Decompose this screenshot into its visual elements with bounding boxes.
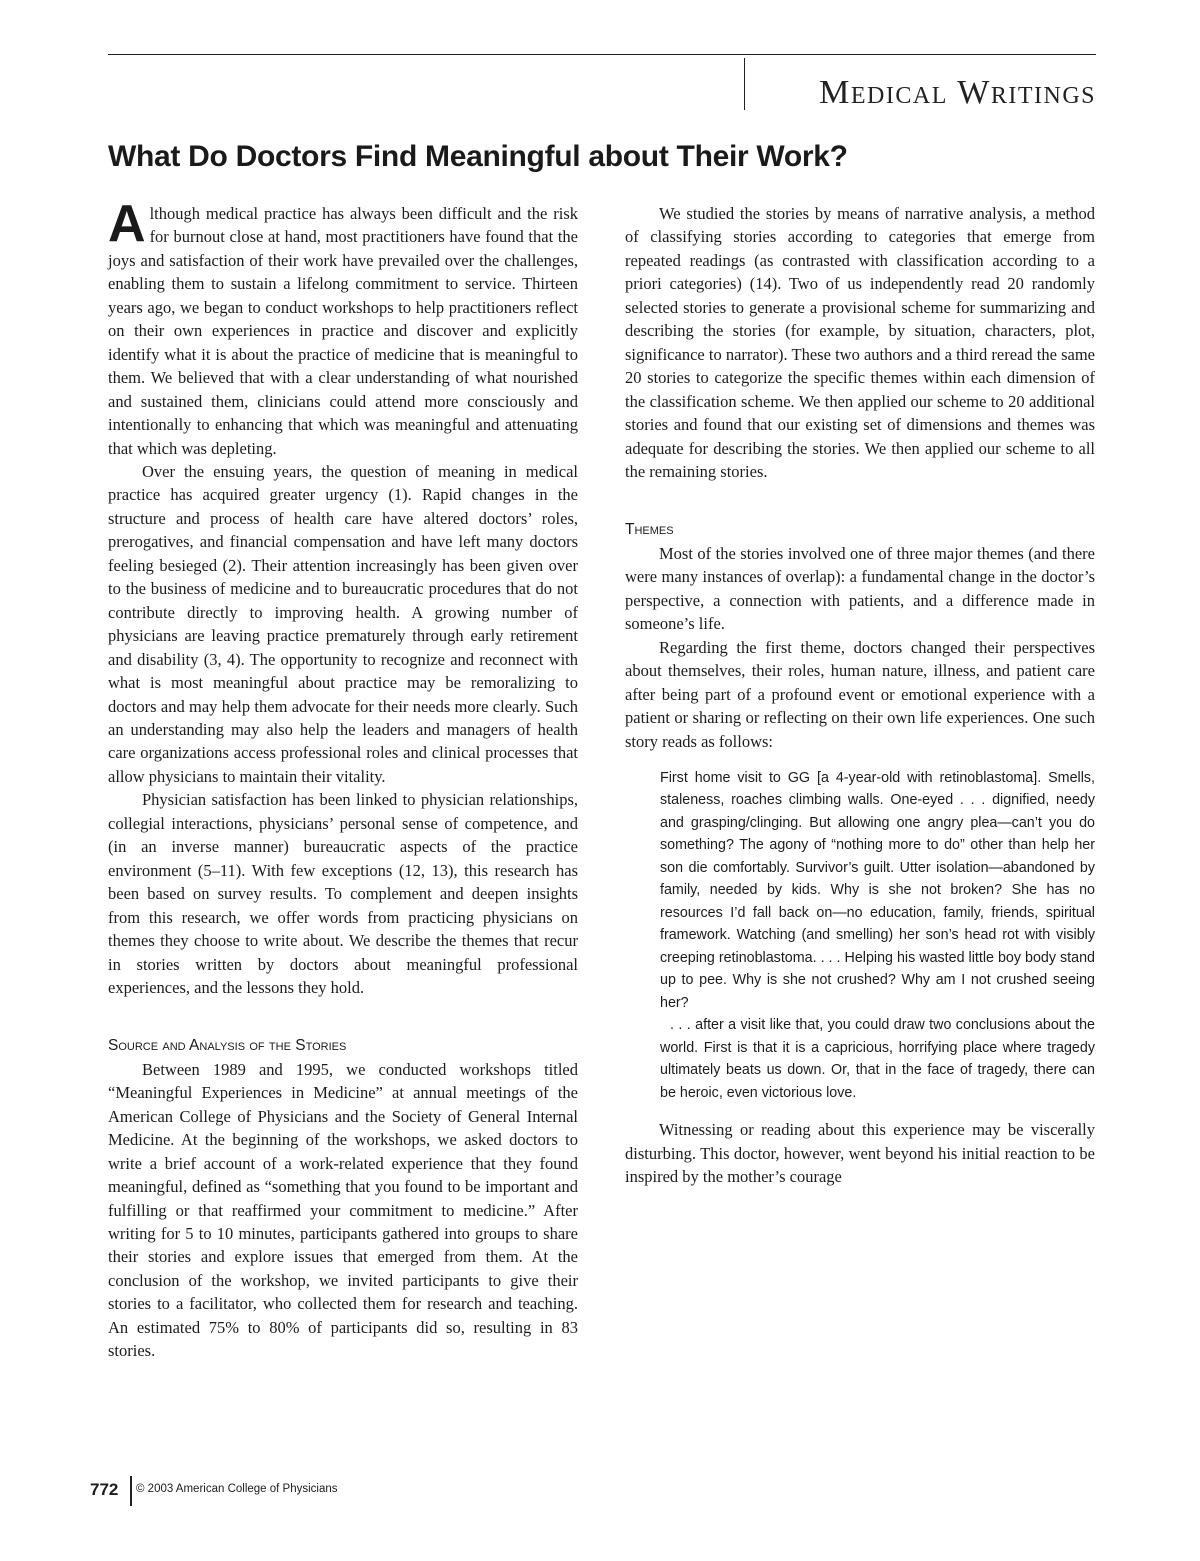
section-label: Medical Writings [819, 74, 1096, 111]
drop-cap: A [108, 195, 146, 253]
footer-divider [130, 1476, 132, 1506]
header-rule [108, 54, 1096, 55]
body-paragraph: Most of the stories involved one of three major themes (and there were many instances of overlap): a fundamental change in the doctor’s perspective, a connection with patients, and a difference made in someone’s life. [625, 543, 1095, 634]
left-column [108, 195, 578, 1363]
section-heading-source: Source and Analysis of the Stories [108, 1037, 347, 1055]
intro-paragraph-text: lthough medical practice has always been difficult and the risk for burnout close at hand, most practitioners have found that the joys and satisfaction of their work have prevailed over the challenges, enabling them to sustain a lifelong commitment to service. Thirteen years ago, we began to conduct workshops to help practitioners reflect on their own experiences in practice and discover and explicitly identify what it is about the practice of medicine that is meaningful to them. We believed that with a clear understanding of what nourished and sustained them, clinicians could attend more consciously and intentionally to enhancing that which was meaningful and attenuating that which was depleting. [108, 204, 578, 458]
spacer [108, 999, 578, 1034]
spacer [625, 483, 1095, 518]
body-paragraph: Physician satisfaction has been linked to physician relationships, collegial interactions, physicians’ personal sense of competence, and (in an inverse manner) bureaucratic aspects of the practice environment (5–11). With few exceptions (12, 13), this research has been based on survey results. To complement and deepen insights from this research, we offer words from practicing physicians on themes they choose to write about. We describe the themes that recur in stories written by doctors about meaningful professional experiences, and the lessons they hold. [108, 790, 578, 997]
quote-paragraph: First home visit to GG [a 4-year-old with retinoblastoma]. Smells, staleness, roaches climbing walls. One-eyed . . . dignified, needy and grasping/clinging. But allowing one angry plea—can’t you do something? The agony of “nothing more to do” other than help her son die comfortably. Survivor’s guilt. Utter isolation—abandoned by family, needed by kids. Why is she not broken? She has no resources I’d fall back on—no education, family, friends, spiritual framework. Watching (and smelling) her son’s head rot with visibly creeping retinoblastoma. . . . Helping his wasted little boy body stand up to pee. Why is she not crushed? Why am I not crushed seeing her? [660, 769, 1095, 1011]
spacer [625, 1104, 1095, 1118]
page-number: 772 [90, 1480, 119, 1499]
intro-paragraph [108, 195, 578, 460]
section-heading-themes: Themes [625, 521, 674, 539]
body-paragraph: Regarding the first theme, doctors changed their perspectives about themselves, their roles, human nature, illness, and patient care after being part of a profound event or emotional experience with a patient or sharing or reflecting on their own life experiences. One such story reads as follows: [625, 637, 1095, 751]
copyright-notice: © 2003 American College of Physicians [136, 1483, 338, 1495]
body-paragraph: We studied the stories by means of narrative analysis, a method of classifying stories according to categories that emerge from repeated readings (as contrasted with classification according to a priori categories) (14). Two of us independently read 20 randomly selected stories to generate a provisional scheme for summarizing and describing the stories (for example, by situation, characters, plot, significance to narrator). These two authors and a third reread the same 20 stories to categorize the specific themes within each dimension of the classification scheme. We then applied our scheme to 20 additional stories and found that our existing set of dimensions and themes was adequate for describing the stories. We then applied our scheme to all the remaining stories. [625, 204, 1095, 481]
quote-paragraph: . . . after a visit like that, you could draw two conclusions about the world. First is that it is a capricious, horrifying place where tragedy ultimately beats us down. Or, that in the face of tragedy, there can be heroic, even victorious love. [660, 1017, 1095, 1101]
body-paragraph: Over the ensuing years, the question of meaning in medical practice has acquired greater urgency (1). Rapid changes in the structure and process of health care have altered doctors’ roles, prerogatives, and financial compensation and have left many doctors feeling besieged (2). Their attention increasingly has been given over to the business of medicine and to bureaucratic procedures that do not contribute directly to improving health. A growing number of physicians are leaving practice prematurely through early retirement and disability (3, 4). The opportunity to recognize and reconnect with what is most meaningful about practice may be remoralizing to doctors and may help them advocate for their needs more clearly. Such an understanding may also help the leaders and managers of health care organizations access professional roles and clinical processes that allow physicians to maintain their vitality. [108, 461, 578, 786]
spacer [625, 753, 1095, 767]
block-quote [660, 767, 1095, 1105]
body-paragraph: Between 1989 and 1995, we conducted workshops titled “Meaningful Experiences in Medicine” at annual meetings of the American College of Physicians and the Society of General Internal Medicine. At the beginning of the workshops, we asked doctors to write a brief account of a work-related experience that they found meaningful, defined as “something that you found to be important and fulfilling or that reaffirmed your commitment to medicine.” After writing for 5 to 10 minutes, participants gathered into groups to share their stories and explore issues that emerged from them. At the conclusion of the workshop, we invited participants to give their stories to a facilitator, who collected them for research and teaching. An estimated 75% to 80% of participants did so, resulting in 83 stories. [108, 1059, 578, 1361]
body-paragraph: Witnessing or reading about this experience may be viscerally disturbing. This doctor, however, went beyond his initial reaction to be inspired by the mother’s courage [625, 1120, 1095, 1187]
article-title: What Do Doctors Find Meaningful about Their Work? [108, 140, 848, 173]
right-column [625, 202, 1095, 1189]
header-divider [744, 58, 745, 110]
